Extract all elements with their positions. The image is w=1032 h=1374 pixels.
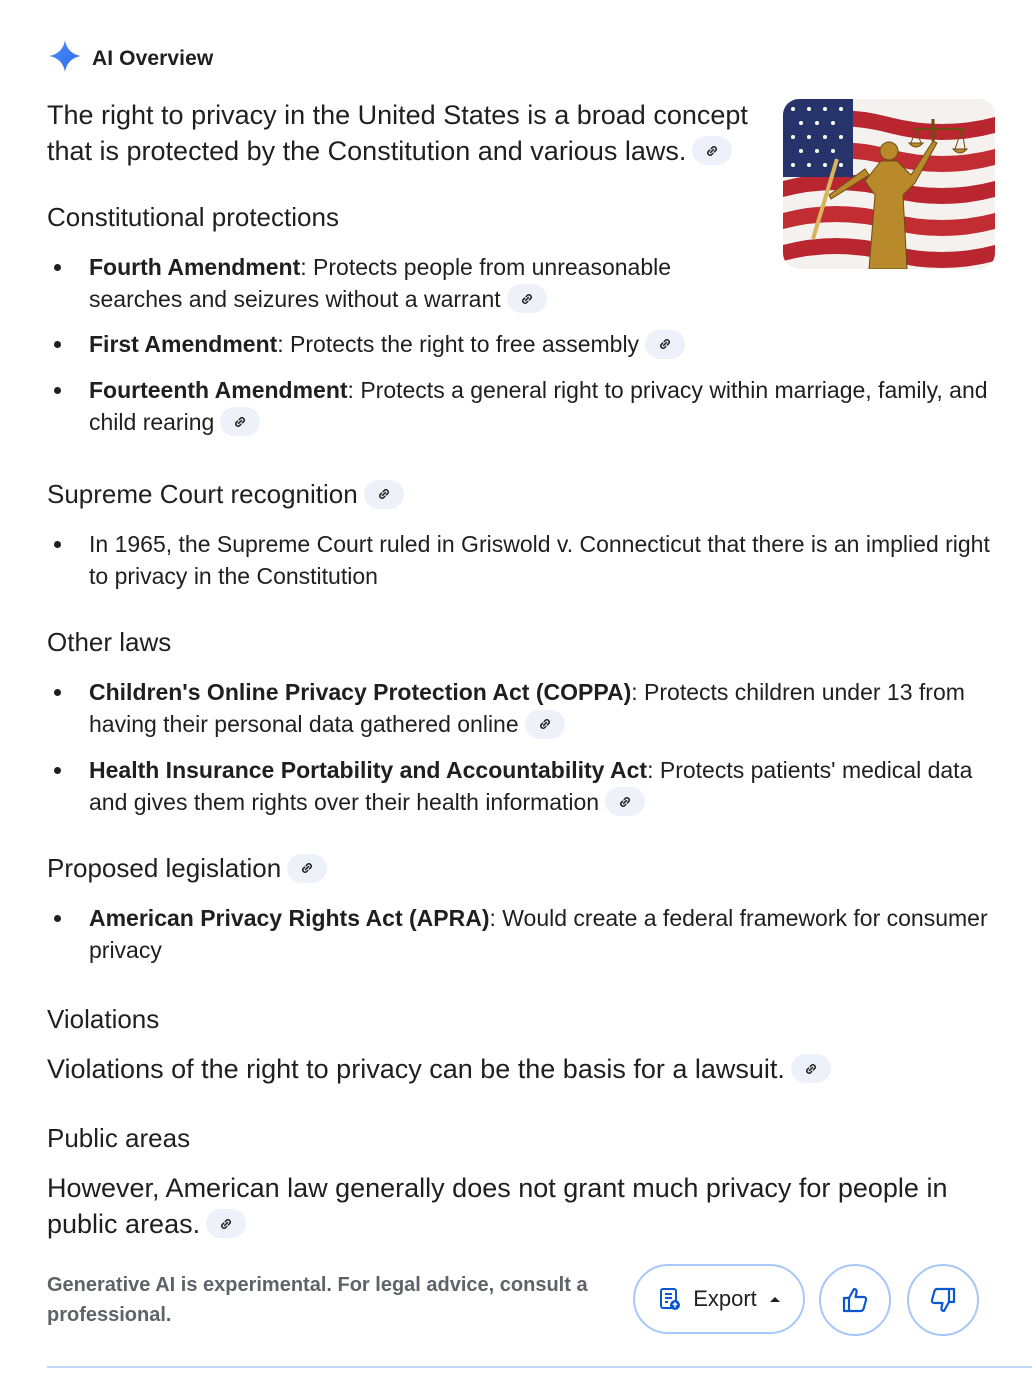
heading-constitutional: Constitutional protections [47,202,339,232]
list-item: Fourteenth Amendment: Protects a general right to privacy within marriage, family, and child rearing [47,374,997,438]
thumbs-up-button[interactable] [819,1264,891,1336]
heading-supreme-court: Supreme Court recognition [47,477,997,511]
link-icon [519,291,535,307]
list-item: In 1965, the Supreme Court ruled in Griswold v. Connecticut that there is an implied right to privacy in the Constitution [47,528,997,592]
bottom-divider [47,1366,1032,1368]
link-icon [657,336,673,352]
other-laws-list [47,676,997,818]
source-link-chip[interactable] [645,330,685,359]
violations-paragraph: Violations of the right to privacy can be the basis for a lawsuit. [47,1051,997,1087]
source-link-chip[interactable] [287,854,327,883]
source-link-chip[interactable] [364,480,404,509]
sparkle-icon [47,38,83,79]
list-item: Health Insurance Portability and Accountability Act: Protects patients' medical data and gives them rights over their health information [47,754,997,818]
heading-violations: Violations [47,1004,160,1035]
list-item: American Privacy Rights Act (APRA): Would create a federal framework for consumer privacy [47,902,997,966]
disclaimer-text: Generative AI is experimental. For legal advice, consult a professional. [47,1274,588,1326]
thumbs-down-button[interactable] [907,1264,979,1336]
source-link-chip[interactable] [525,710,565,739]
constitutional-list [47,251,997,438]
export-button[interactable] [633,1264,805,1334]
source-link-chip[interactable] [220,407,260,436]
heading-proposed-legislation: Proposed legislation [47,851,997,885]
source-link-chip[interactable] [692,136,732,165]
public-areas-paragraph: However, American law generally does not grant much privacy for people in public areas. [47,1173,948,1240]
proposed-list [47,902,997,966]
list-item: Fourth Amendment: Protects people from unreasonable searches and seizures without a warrant [47,251,729,315]
link-icon [299,860,315,876]
list-item: First Amendment: Protects the right to free assembly [47,328,997,360]
export-doc-icon [657,1286,683,1312]
link-icon [376,486,392,502]
list-item: Children's Online Privacy Protection Act (COPPA): Protects children under 13 from having their personal data gathered online [47,676,997,740]
ai-overview-header [47,38,213,79]
link-icon [617,794,633,810]
link-icon [704,143,720,159]
export-label: Export [693,1286,757,1311]
thumbs-down-icon [928,1285,958,1315]
source-link-chip[interactable] [791,1054,831,1083]
intro-paragraph: The right to privacy in the United States is a broad concept that is protected by the Constitution and various laws. [47,100,748,166]
source-link-chip[interactable] [605,787,645,816]
overview-body [47,97,997,1242]
link-icon [232,414,248,430]
source-link-chip[interactable] [206,1209,246,1238]
link-icon [803,1061,819,1077]
link-icon [218,1216,234,1232]
heading-other-laws: Other laws [47,627,172,658]
source-link-chip[interactable] [507,284,547,313]
thumbs-up-icon [840,1285,870,1315]
caret-up-icon [769,1295,781,1303]
supreme-court-list [47,528,997,592]
link-icon [537,716,553,732]
header-title: AI Overview [92,46,214,70]
heading-public-areas: Public areas [47,1123,191,1154]
